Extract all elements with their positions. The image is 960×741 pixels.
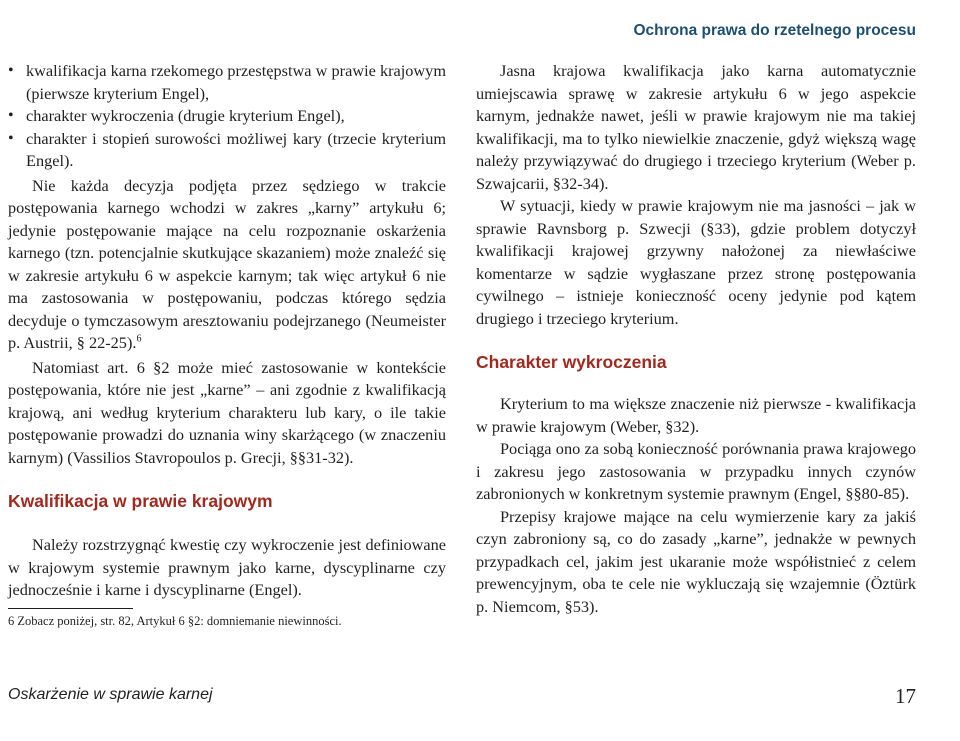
- paragraph: Należy rozstrzygnąć kwestię czy wykroczenie jest definiowane w krajowym systemie prawnym jako karne, dyscyplinarne czy jednocześnie i karne i dyscyplinarne (Engel).: [8, 535, 446, 599]
- engel-criteria-list: [8, 60, 446, 173]
- right-column: [476, 60, 916, 618]
- paragraph-text: Nie każda decyzja podjęta przez sędziego w trakcie postępowania karnego wchodzi w zakres „karny” artykułu 6; jedynie postępowanie mające na celu rozpoznanie oskarżenia karnego (tzn. potencjalnie skutkujące skazaniem) może znaleźć się w zakresie artykułu 6 w aspekcie karnym; tak więc artykuł 6 nie ma zastosowania w postępowaniu, podczas którego sędzia decyduje o tymczasowym aresztowaniu podejrzanego (Neumeister p. Austrii, § 22-25).: [8, 175, 446, 352]
- footnote: 6 Zobacz poniżej, str. 82, Artykuł 6 §2: domniemanie niewinności.: [8, 613, 342, 628]
- paragraph: Przepisy krajowe mające na celu wymierzenie kary za jakiś czyn zabroniony są, co do zasady „karne”, jednakże w pewnych przypadkach cel, jakim jest ukaranie może współistnieć z celem prewencyjnym, oba te cele nie wykluczają się wzajemnie (Öztürk p. Niemcom, §53).: [476, 506, 916, 616]
- left-column: [8, 60, 446, 629]
- page-number: 17: [895, 684, 916, 708]
- paragraph: [8, 175, 446, 355]
- paragraph: Natomiast art. 6 §2 może mieć zastosowanie w kontekście postępowania, które nie jest „karne” – ani zgodnie z kwalifikacją krajową, ani według kryterium charakteru lub kary, o ile takie postępowanie prowadzi do uznania winy skarżącego (w znaczeniu karnym) (Vassilios Stavropoulos p. Grecji, §§31-32).: [8, 357, 446, 467]
- paragraph: Pociąga ono za sobą konieczność porównania prawa krajowego i zakresu jego zastosowania w przypadku innych czynów zabronionych w konkretnym systemie prawnym (Engel, §§80-85).: [476, 439, 916, 503]
- paragraph: Kryterium to ma większe znaczenie niż pierwsze - kwalifikacja w prawie krajowym (Weber, §32).: [476, 394, 916, 436]
- list-item: • charakter wykroczenia (drugie kryterium Engel),: [8, 105, 446, 128]
- list-item: • charakter i stopień surowości możliwej kary (trzecie kryterium Engel).: [8, 128, 446, 173]
- footnote-ref: 6: [136, 333, 142, 345]
- paragraph: Jasna krajowa kwalifikacja jako karna automatycznie umiejscawia sprawę w zakresie artykułu 6 w jego aspekcie karnym, jednakże nawet, jeśli w prawie krajowym nie ma takiej kwalifikacji, ma to tylko niewielkie znaczenie, gdyż większą wagę należy przywiązywać do drugiego i trzeciego kryterium (Weber p. Szwajcarii, §32-34).: [476, 61, 916, 193]
- section-heading: Kwalifikacja w prawie krajowym: [8, 491, 273, 511]
- section-heading: Charakter wykroczenia: [476, 352, 667, 372]
- footnote-divider: [8, 608, 133, 609]
- running-footer-title: Oskarżenie w sprawie karnej: [8, 686, 213, 703]
- running-header-title: Ochrona prawa do rzetelnego procesu: [633, 22, 916, 39]
- paragraph: W sytuacji, kiedy w prawie krajowym nie ma jasności – jak w sprawie Ravnsborg p. Szwecji (§33), gdzie problem dotyczył kwalifikacji krajowej grzywny nałożonej za niewłaściwe komentarze w sądzie wygłaszane przez stronę postępowania cywilnego – istnieje konieczność oceny jedynie pod kątem drugiego i trzeciego kryterium.: [476, 196, 916, 328]
- list-item: • kwalifikacja karna rzekomego przestępstwa w prawie krajowym (pierwsze kryterium Engel),: [8, 60, 446, 105]
